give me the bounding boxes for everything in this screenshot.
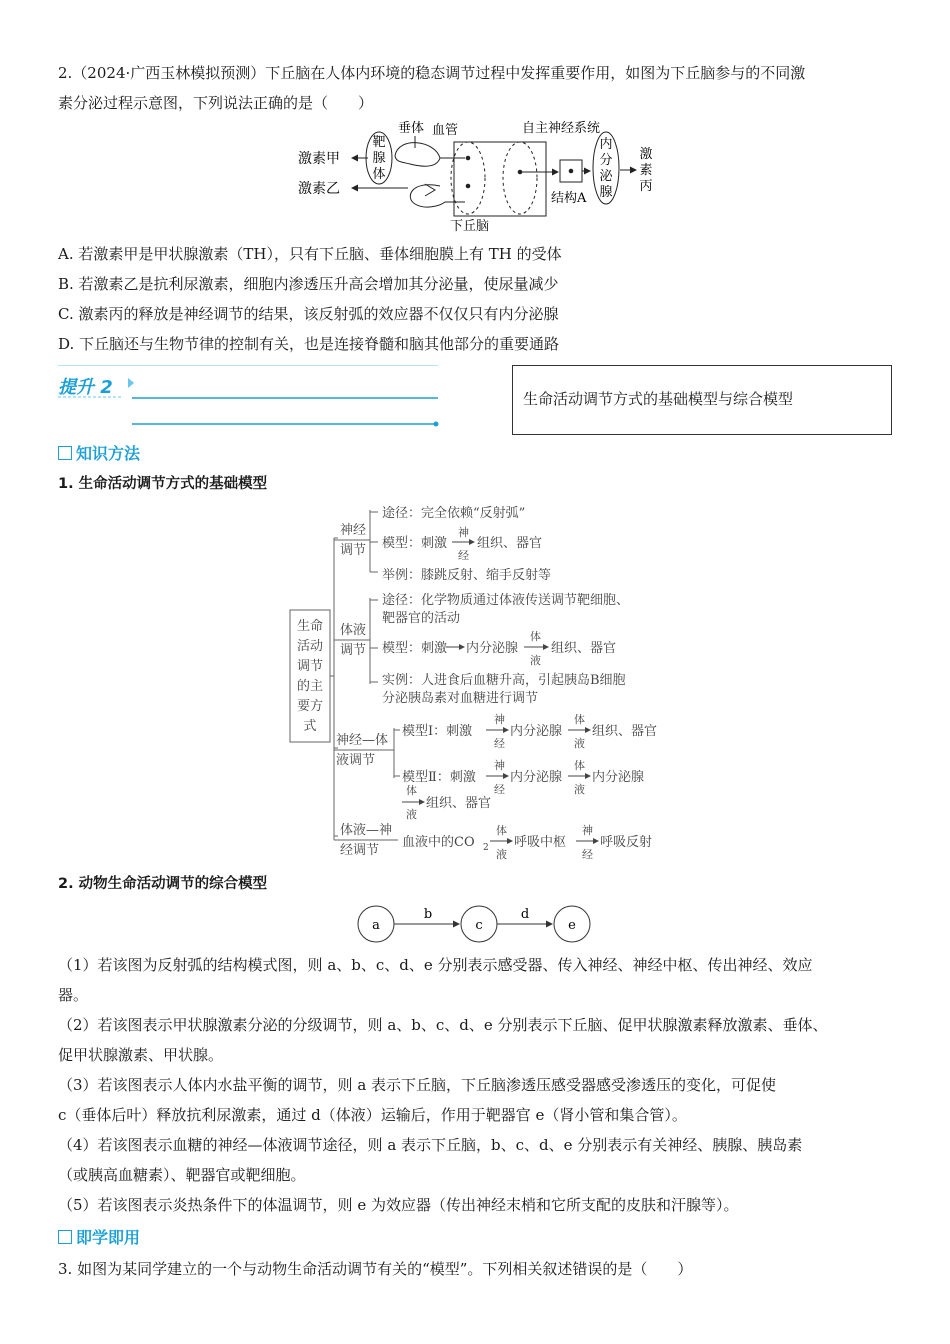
target-gland-c3: 体: [372, 167, 386, 182]
svg-text:神: 神: [582, 824, 593, 837]
endocrine-c2: 分: [599, 153, 613, 168]
banner-dot-icon: [434, 422, 439, 427]
abcde-model-diagram: [354, 902, 594, 946]
svg-text:经: 经: [458, 549, 469, 562]
svg-text:经: 经: [582, 848, 593, 861]
section-practice: [58, 1226, 140, 1250]
neural-path: 途径：完全依赖“反射弧”: [382, 506, 526, 521]
hormone-a-label: 激素甲: [298, 151, 340, 167]
svg-text:神: 神: [494, 759, 505, 772]
svg-text:体: 体: [574, 759, 585, 772]
svg-text:体: 体: [406, 784, 417, 797]
checkbox-icon: [58, 1230, 72, 1244]
nh-model2-gland2: 内分泌腺: [592, 770, 645, 785]
item-3-l1: （3）若该图表示人体内水盐平衡的调节，则 a 表示下丘脑，下丘脑渗透压感受器感受渗透压的变化，可促使: [58, 1076, 777, 1094]
humoral-l2: 调节: [340, 643, 367, 658]
nh-model2-gland1: 内分泌腺: [510, 770, 563, 785]
svg-text:液: 液: [530, 654, 541, 667]
humoral-path-l1: 途径：化学物质通过体液传送调节靶细胞、: [382, 593, 630, 608]
banner-title: 生命活动调节方式的基础模型与综合模型: [523, 390, 794, 408]
svg-text:体: 体: [496, 824, 507, 837]
svg-text:体: 体: [530, 630, 541, 643]
q2-stem-line2: 素分泌过程示意图，下列说法正确的是（ ）: [58, 94, 374, 112]
endocrine-c4: 腺: [599, 185, 613, 200]
nh-l1: 神经—体: [336, 733, 389, 748]
nh-model2-target: 组织、器官: [426, 796, 492, 811]
q2-option-c[interactable]: C. 激素丙的释放是神经调节的结果，该反射弧的效应器不仅仅只有内分泌腺: [58, 305, 559, 323]
svg-text:神: 神: [458, 526, 469, 539]
pituitary-label: 垂体: [398, 121, 425, 136]
endocrine-c1: 内: [599, 137, 613, 152]
checkbox-icon: [58, 446, 72, 460]
target-gland-c1: 靶: [372, 135, 386, 150]
humoral-gland: 内分泌腺: [466, 641, 519, 656]
svg-text:液: 液: [406, 808, 417, 821]
svg-text:液: 液: [574, 783, 585, 796]
section-practice-label: 即学即用: [76, 1228, 141, 1247]
neural-example: 举例：膝跳反射、缩手反射等: [382, 568, 552, 583]
node-e-label: e: [568, 918, 576, 933]
ans-label: 自主神经系统: [522, 121, 601, 136]
humoral-path-l2: 靶器官的活动: [382, 611, 461, 626]
hn-co2-sub: 2: [483, 843, 489, 853]
edge-d-label: d: [520, 907, 530, 922]
svg-text:液: 液: [574, 737, 585, 750]
section-knowledge-label: 知识方法: [76, 444, 141, 463]
pituitary-shape: [395, 143, 440, 167]
svg-text:经: 经: [494, 737, 505, 750]
banner-tag: 提升 2: [58, 377, 113, 398]
svg-text:液: 液: [496, 848, 507, 861]
root-c2: 活动: [296, 639, 324, 654]
q2-diagram: [290, 118, 670, 236]
vessel-label: 血管: [432, 123, 459, 138]
humoral-model: 模型：刺激: [382, 641, 448, 656]
nh-model1: 模型Ⅰ：刺激: [402, 724, 473, 739]
hn-l1: 体液—神: [340, 823, 393, 838]
hormone-c-c2: 素: [639, 163, 653, 178]
banner-title-box: [512, 365, 892, 435]
edge-b-label: b: [423, 907, 433, 922]
hypothalamus-label: 下丘脑: [450, 219, 490, 234]
heading-basic-model: 1. 生命活动调节方式的基础模型: [58, 476, 268, 492]
node-c-label: c: [475, 918, 483, 933]
vessel-shape: [410, 185, 465, 207]
structure-a-label: 结构A: [551, 191, 587, 206]
humoral-target: 组织、器官: [551, 641, 617, 656]
item-2-l1: （2）若该图表示甲状腺激素分泌的分级调节，则 a、b、c、d、e 分别表示下丘脑、促甲状腺激素释放激素、垂体、: [58, 1016, 828, 1034]
item-1-l2: 器。: [58, 986, 89, 1004]
q3-stem: 3. 如图为某同学建立的一个与动物生命活动调节有关的“模型”。下列相关叙述错误的是（ ）: [58, 1260, 693, 1278]
nh-l2: 液调节: [336, 753, 376, 768]
nh-model2: 模型Ⅱ：刺激: [402, 770, 476, 785]
q2-stem-line1: 2.（2024·广西玉林模拟预测）下丘脑在人体内环境的稳态调节过程中发挥重要作用，如图为下丘脑参与的不同激: [58, 64, 806, 82]
root-c3: 调节: [296, 659, 324, 674]
node-a-label: a: [372, 918, 380, 933]
humoral-example-l1: 实例：人进食后血糖升高，引起胰岛B细胞: [382, 673, 626, 688]
item-3-l2: c（垂体后叶）释放抗利尿激素，通过 d（体液）运输后，作用于靶器官 e（肾小管和集合管）。: [58, 1106, 687, 1124]
q2-option-b[interactable]: B. 若激素乙是抗利尿激素，细胞内渗透压升高会增加其分泌量，使尿量减少: [58, 275, 559, 293]
svg-text:体: 体: [574, 713, 585, 726]
hn-co2: 血液中的CO: [402, 835, 475, 850]
item-2-l2: 促甲状腺激素、甲状腺。: [58, 1046, 224, 1064]
neural-l1: 神经: [340, 523, 367, 538]
svg-text:神: 神: [494, 713, 505, 726]
root-c6: 式: [303, 719, 317, 734]
hormone-c-c1: 激: [639, 147, 653, 162]
item-4-l2: （或胰高血糖素）、靶器官或靶细胞。: [58, 1166, 306, 1184]
section-banner: [58, 365, 892, 435]
svg-text:经: 经: [494, 783, 505, 796]
root-c5: 要方: [296, 699, 324, 714]
hormone-b-label: 激素乙: [298, 181, 340, 197]
nh-model1-gland: 内分泌腺: [510, 724, 563, 739]
regulation-tree-diagram: [286, 500, 666, 862]
hn-reflex: 呼吸反射: [600, 835, 653, 850]
root-c1: 生命: [296, 619, 324, 634]
item-1-l1: （1）若该图为反射弧的结构模式图，则 a、b、c、d、e 分别表示感受器、传入神经、神经中枢、传出神经、效应: [58, 956, 813, 974]
item-5: （5）若该图表示炎热条件下的体温调节，则 e 为效应器（传出神经末梢和它所支配的皮肤和汗腺等）。: [58, 1196, 739, 1214]
section-knowledge: [58, 442, 140, 466]
humoral-l1: 体液: [340, 623, 367, 638]
hormone-c-c3: 丙: [639, 179, 653, 194]
nh-model1-target: 组织、器官: [592, 724, 658, 739]
humoral-example-l2: 分泌胰岛素对血糖进行调节: [382, 691, 539, 706]
endocrine-c3: 泌: [599, 169, 613, 184]
item-4-l1: （4）若该图表示血糖的神经—体液调节途径，则 a 表示下丘脑，b、c、d、e 分别表示有关神经、胰腺、胰岛素: [58, 1136, 803, 1154]
hn-l2: 经调节: [340, 843, 380, 858]
hn-center: 呼吸中枢: [514, 835, 567, 850]
q2-option-d[interactable]: D. 下丘脑还与生物节律的控制有关，也是连接脊髓和脑其他部分的重要通路: [58, 335, 560, 353]
target-gland-c2: 腺: [372, 151, 386, 166]
heading-comprehensive-model: 2. 动物生命活动调节的综合模型: [58, 876, 268, 892]
neural-target: 组织、器官: [477, 536, 543, 551]
root-c4: 的主: [296, 679, 324, 694]
neural-model: 模型：刺激: [382, 536, 448, 551]
neural-l2: 调节: [340, 543, 367, 558]
banner-triangle-icon: [128, 378, 134, 388]
q2-option-a[interactable]: A. 若激素甲是甲状腺激素（TH），只有下丘脑、垂体细胞膜上有 TH 的受体: [58, 245, 562, 263]
